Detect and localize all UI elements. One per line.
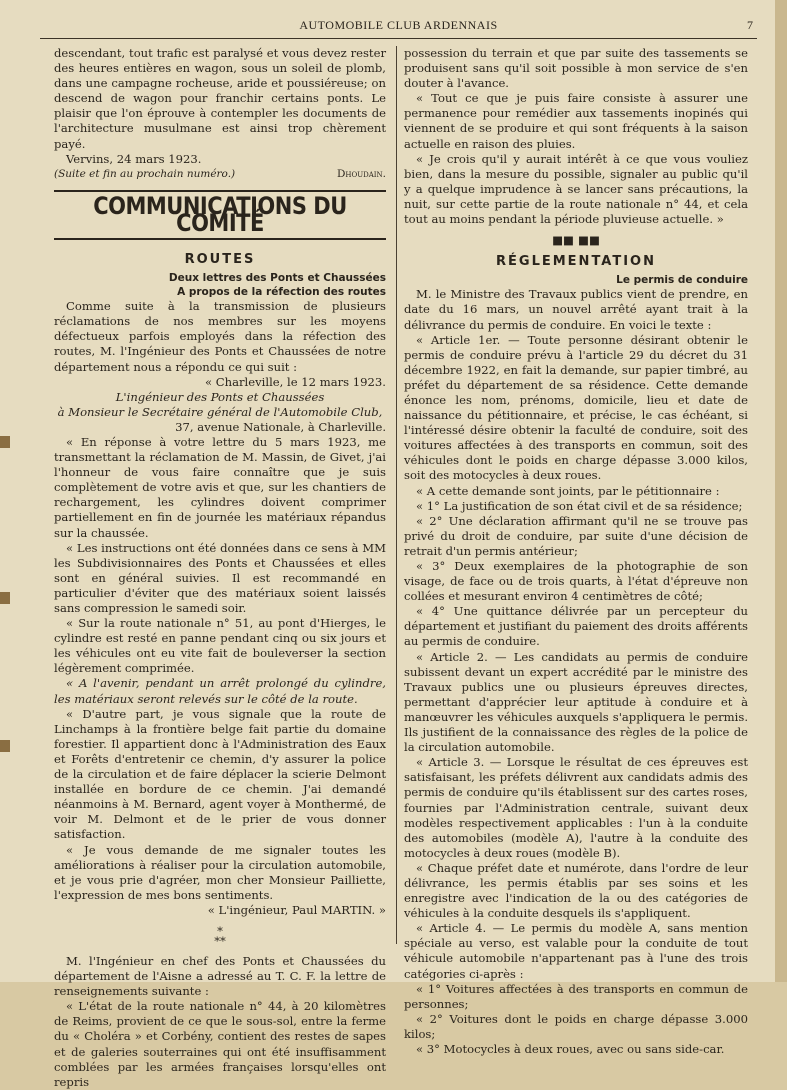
paragraph: « Chaque préfet date et numérote, dans l'ordre de leur délivrance, les permis établis par ses soins et les enregistre avec l'indication de la ou des catégories de véhicules à la conduite desquels ils s'appliquent.: [404, 860, 748, 921]
paragraph: « D'autre part, je vous signale que la route de Linchamps à la frontière belge fait partie du domaine forestier. Il appartient donc à l'Administration des Eaux et Forêts d'entretenir ce chemin, d'y assurer la police de la circulation et de faire déplacer la scierie Delmont installée en bordure de ce chemin. J'ai demandé néanmoins à M. Bernard, agent voyer à Monthermé, de voir M. Delmont et de le prier de vous donner satisfaction.: [54, 706, 386, 842]
paragraph: « Tout ce que je puis faire consiste à assurer une permanence pour remédier aux tassements inopinés qui viennent de se produire et qui sont fréquents à la saison actuelle en raison des pluies.: [404, 91, 748, 151]
letter-address: 37, avenue Nationale, à Charleville.: [175, 419, 386, 434]
asterism: * **: [214, 923, 226, 948]
right-column: [404, 46, 748, 1057]
page-number: 7: [747, 18, 753, 32]
paragraph: M. l'Ingénieur en chef des Ponts et Chaussées du département de l'Aisne a adressé au T. C. F. la lettre de renseignements suivante :: [54, 953, 386, 999]
paragraph: « Sur la route nationale n° 51, au pont d'Hierges, le cylindre est resté en panne pendant cinq ou six jours et les véhicules ont eu vite fait de bouleverser la section légèrement comprimée.: [54, 616, 386, 676]
paragraph: M. le Ministre des Travaux publics vient de prendre, en date du 16 mars, un nouvel arrêté ayant trait à la délivrance du permis de conduire. En voici le texte :: [404, 287, 748, 332]
continuation-note: (Suite et fin au prochain numéro.): [54, 167, 236, 180]
paragraph: « Je crois qu'il y aurait intérêt à ce que vous vouliez bien, dans la mesure du possible, signaler au public qu'il y a quelque imprudence à se lancer sans précautions, la nuit, sur cette partie de la route nationale n° 44, et cela tout au moins pendant la période pluvieuse actuelle. »: [404, 151, 748, 227]
paragraph: « Je vous demande de me signaler toutes les améliorations à réaliser pour la circulation automobile, et je vous prie d'agréer, mon cher Monsieur Pailliette, l'expression de mes bons sentiments.: [54, 842, 386, 902]
paragraph: « 4° Une quittance délivrée par un percepteur du département et justifiant du paiement des droits afférents au permis de conduire.: [404, 604, 748, 649]
paragraph: « 1° La justification de son état civil et de sa résidence;: [416, 498, 743, 513]
letter-signature: « L'ingénieur, Paul MARTIN. »: [207, 902, 386, 917]
binding-mark: [0, 740, 10, 752]
paragraph: « Article 1er. — Toute personne désirant obtenir le permis de conduire prévu à l'article 29 du décret du 31 décembre 1922, en fait la demande, sur papier timbré, au préfet du département de sa résidence. Cette demande énonce les nom, prénoms, domicile, lieu et date de naissance du pétitionnaire, et précise, le cas échéant, si l'intéressé désire obtenir la faculté de conduire, soit des voitures affectées à des transports en commun, soit des véhicules dont le poids en charge dépasse 3.000 kilos, soit des motocycles à deux roues.: [404, 332, 748, 483]
rule: [54, 238, 386, 240]
paragraph: « 2° Une déclaration affirmant qu'il ne se trouve pas privé du droit de conduire, par suite d'une décision de retrait d'un permis antérieur;: [404, 513, 748, 558]
subheading: A propos de la réfection des routes: [177, 286, 386, 299]
paragraph: « Article 2. — Les candidats au permis de conduire subissent devant un expert accrédité par le ministre des Travaux publics une ou plusieurs épreuves directes, permettant d'apprécier leur aptitude à conduire et à manœuvrer les véhicules auxquels s'appliquera le permis. Ils justifient de la connaissance des règles de la police de la circulation automobile.: [404, 649, 748, 755]
signature-line: [54, 167, 386, 182]
paragraph: « A cette demande sont joints, par le pétitionnaire :: [416, 483, 720, 498]
section-title: ROUTES: [184, 252, 256, 268]
letter-recipient: à Monsieur le Secrétaire général de l'Automobile Club,: [57, 404, 383, 419]
journal-title: AUTOMOBILE CLUB ARDENNAIS: [299, 18, 498, 32]
author-signature: Dhoudain.: [336, 167, 386, 180]
paragraph: « 2° Voitures dont le poids en charge dépasse 3.000 kilos;: [404, 1011, 748, 1041]
subheading: Deux lettres des Ponts et Chaussées: [168, 272, 386, 285]
paragraph: « 3° Deux exemplaires de la photographie de son visage, de face ou de trois quarts, à l'état d'épreuve non collées et mesurant environ 4 centimètres de côté;: [404, 559, 748, 604]
left-column: [54, 46, 386, 1090]
section-title: RÉGLEMENTATION: [496, 254, 656, 270]
paragraph: « 3° Motocycles à deux roues, avec ou sans side-car.: [416, 1042, 725, 1056]
paragraph: Comme suite à la transmission de plusieurs réclamations de nos membres sur les moyens défectueux parfois employés dans la réfection des routes, M. l'Ingénieur des Ponts et Chaussées de notre département nous a répondu ce qui suit :: [54, 299, 386, 374]
binding-mark: [0, 436, 10, 448]
letter-date: « Charleville, le 12 mars 1923.: [204, 374, 386, 389]
binding-mark: [0, 592, 10, 604]
paragraph: « 1° Voitures affectées à des transports en commun de personnes;: [404, 981, 748, 1011]
date-line: Vervins, 24 mars 1923.: [66, 151, 202, 166]
letter-sender: L'ingénieur des Ponts et Chaussées: [115, 389, 325, 404]
subheading: Le permis de conduire: [616, 274, 748, 287]
paragraph: « Article 3. — Lorsque le résultat de ces épreuves est satisfaisant, les préfets délivrent aux candidats admis des permis de conduire qu'ils établissent sur des cartes roses, fournies par l'Administration centrale, suivant deux modèles respectivement applicables : l'un à la conduite des automobiles (modèle A), l'autre à la conduite des motocycles à deux roues (modèle B).: [404, 755, 748, 860]
page-edge: [775, 0, 787, 982]
section-heading: COMMUNICATIONS DU COMITÉ: [93, 191, 347, 237]
column-divider: [396, 46, 397, 944]
paragraph: possession du terrain et que par suite des tassements se produisent sans qu'il soit possible à mon service de s'en douter à l'avance.: [404, 46, 748, 91]
paragraph: « En réponse à votre lettre du 5 mars 1923, me transmettant la réclamation de M. Massin, de Givet, j'ai l'honneur de vous faire connaître que je suis complètement de votre avis et que, sur les chantiers de rechargement, les cylindres doivent comprimer partiellement en fin de journée les matériaux répandus sur la chaussée.: [54, 434, 386, 540]
paragraph: « L'état de la route nationale n° 44, à 20 kilomètres de Reims, provient de ce que le sous-sol, entre la ferme du « Choléra » et Corbény, contient des restes de sapes et de galeries souterraines qui ont été insuffisamment comblées par les armées françaises lorsqu'elles ont repris: [54, 999, 386, 1089]
paragraph: « A l'avenir, pendant un arrêt prolongé du cylindre, les matériaux seront relevés sur le côté de la route.: [54, 676, 386, 706]
separator-ornament: ■■ ■■: [552, 233, 600, 248]
running-header: [40, 18, 757, 39]
paragraph: « Les instructions ont été données dans ce sens à MM les Subdivisionnaires des Ponts et Chaussées et elles sont en général suivies. Il est recommandé en particulier d'éviter que des matériaux soient laissés sans compression le samedi soir.: [54, 540, 386, 615]
paragraph: descendant, tout trafic est paralysé et vous devez rester des heures entières en wagon, sous un soleil de plomb, dans une campagne rocheuse, aride et poussiéreuse; on descend de wagon pour franchir certains ponts. Le plaisir que l'on éprouve à contempler les documents de l'architecture musulmane est ainsi trop chèrement payé.: [54, 46, 386, 151]
paragraph: « Article 4. — Le permis du modèle A, sans mention spéciale au verso, est valable pour la conduite de tout véhicule automobile n'appartenant pas à l'une des trois catégories ci-après :: [404, 921, 748, 981]
